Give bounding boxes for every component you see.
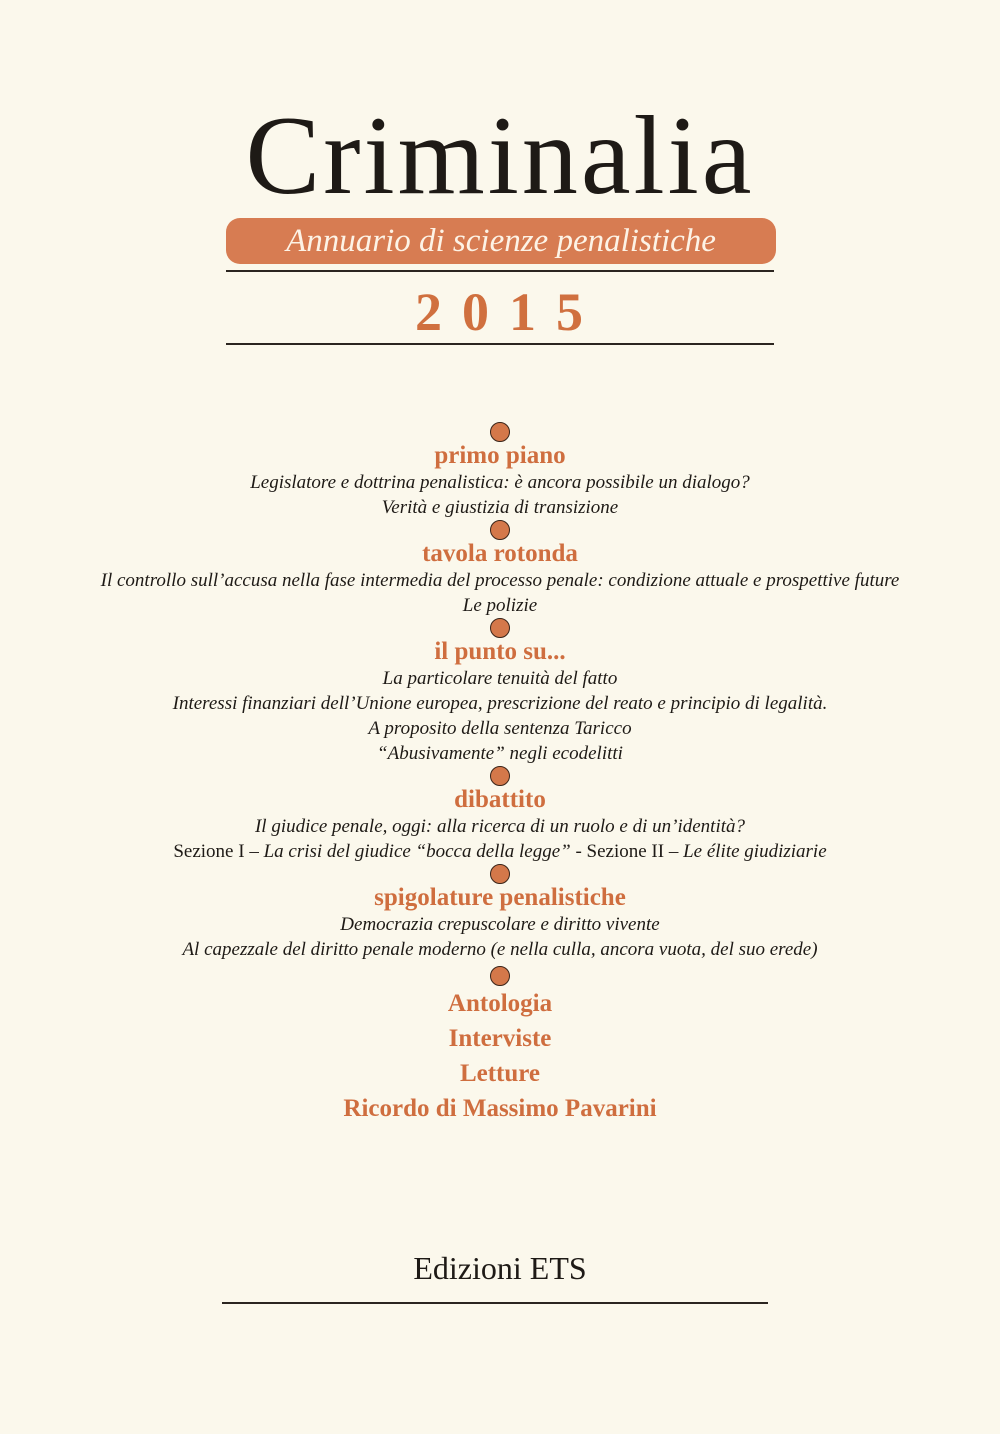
section-title: spigolature penalistiche xyxy=(374,884,626,911)
toc-entry: Legislatore e dottrina penalistica: è ancora possibile un dialogo? xyxy=(250,472,750,493)
bullet-dot-icon xyxy=(490,864,510,884)
publisher-name: Edizioni ETS xyxy=(413,1250,587,1286)
section-il-punto-su xyxy=(0,618,1000,766)
toc-entry: “Abusivamente” negli ecodelitti xyxy=(377,743,623,764)
section-primo-piano xyxy=(0,422,1000,520)
extra-title: Letture xyxy=(459,1060,541,1087)
section-title: il punto su... xyxy=(434,638,566,665)
toc-entry: La particolare tenuità del fatto xyxy=(382,668,618,689)
toc-entry: Interessi finanziari dell’Unione europea, prescrizione del reato e principio di legalità. xyxy=(172,693,828,714)
journal-year: 2015 xyxy=(415,282,603,342)
extra-title: Interviste xyxy=(448,1025,552,1052)
toc-entry: Verità e giustizia di transizione xyxy=(381,497,619,518)
bullet-dot-icon xyxy=(490,422,510,442)
bullet-dot-icon xyxy=(490,520,510,540)
section-label: Sezione I – xyxy=(173,841,264,862)
section-title: dibattito xyxy=(454,786,546,813)
toc-entry: A proposito della sentenza Taricco xyxy=(368,718,632,739)
separator: - xyxy=(570,841,587,862)
extra-title: Ricordo di Massimo Pavarini xyxy=(343,1095,657,1122)
bullet-dot-icon xyxy=(490,618,510,638)
bullet-dot-icon xyxy=(490,966,510,986)
section-extras xyxy=(0,966,1000,1126)
section-subtitle: Le élite giudiziarie xyxy=(683,841,827,862)
toc-entry: Le polizie xyxy=(462,595,538,616)
section-subtitle: La crisi del giudice “bocca della legge” xyxy=(263,841,571,862)
bullet-dot-icon xyxy=(490,766,510,786)
toc-entry: Il controllo sull’accusa nella fase intermedia del processo penale: condizione attuale e prospettive future xyxy=(100,570,900,591)
divider-year xyxy=(226,343,774,345)
section-title: primo piano xyxy=(434,442,566,469)
section-spigolature xyxy=(0,864,1000,962)
divider-bottom xyxy=(222,1302,768,1304)
toc-entry: Il giudice penale, oggi: alla ricerca di un ruolo e di un’identità? xyxy=(254,816,746,837)
journal-title: Criminalia xyxy=(245,94,755,218)
toc-entry: Democrazia crepuscolare e diritto vivente xyxy=(340,914,660,935)
journal-subtitle: Annuario di scienze penalistiche xyxy=(226,218,776,264)
divider-top xyxy=(226,270,774,272)
toc-entry-sections xyxy=(0,839,1000,864)
section-dibattito xyxy=(0,766,1000,864)
section-tavola-rotonda xyxy=(0,520,1000,618)
toc-entry: Al capezzale del diritto penale moderno (e nella culla, ancora vuota, del suo erede) xyxy=(182,939,818,960)
extra-title: Antologia xyxy=(447,990,553,1017)
table-of-contents xyxy=(0,422,1000,1126)
section-title: tavola rotonda xyxy=(422,540,578,567)
section-label: Sezione II – xyxy=(586,841,684,862)
